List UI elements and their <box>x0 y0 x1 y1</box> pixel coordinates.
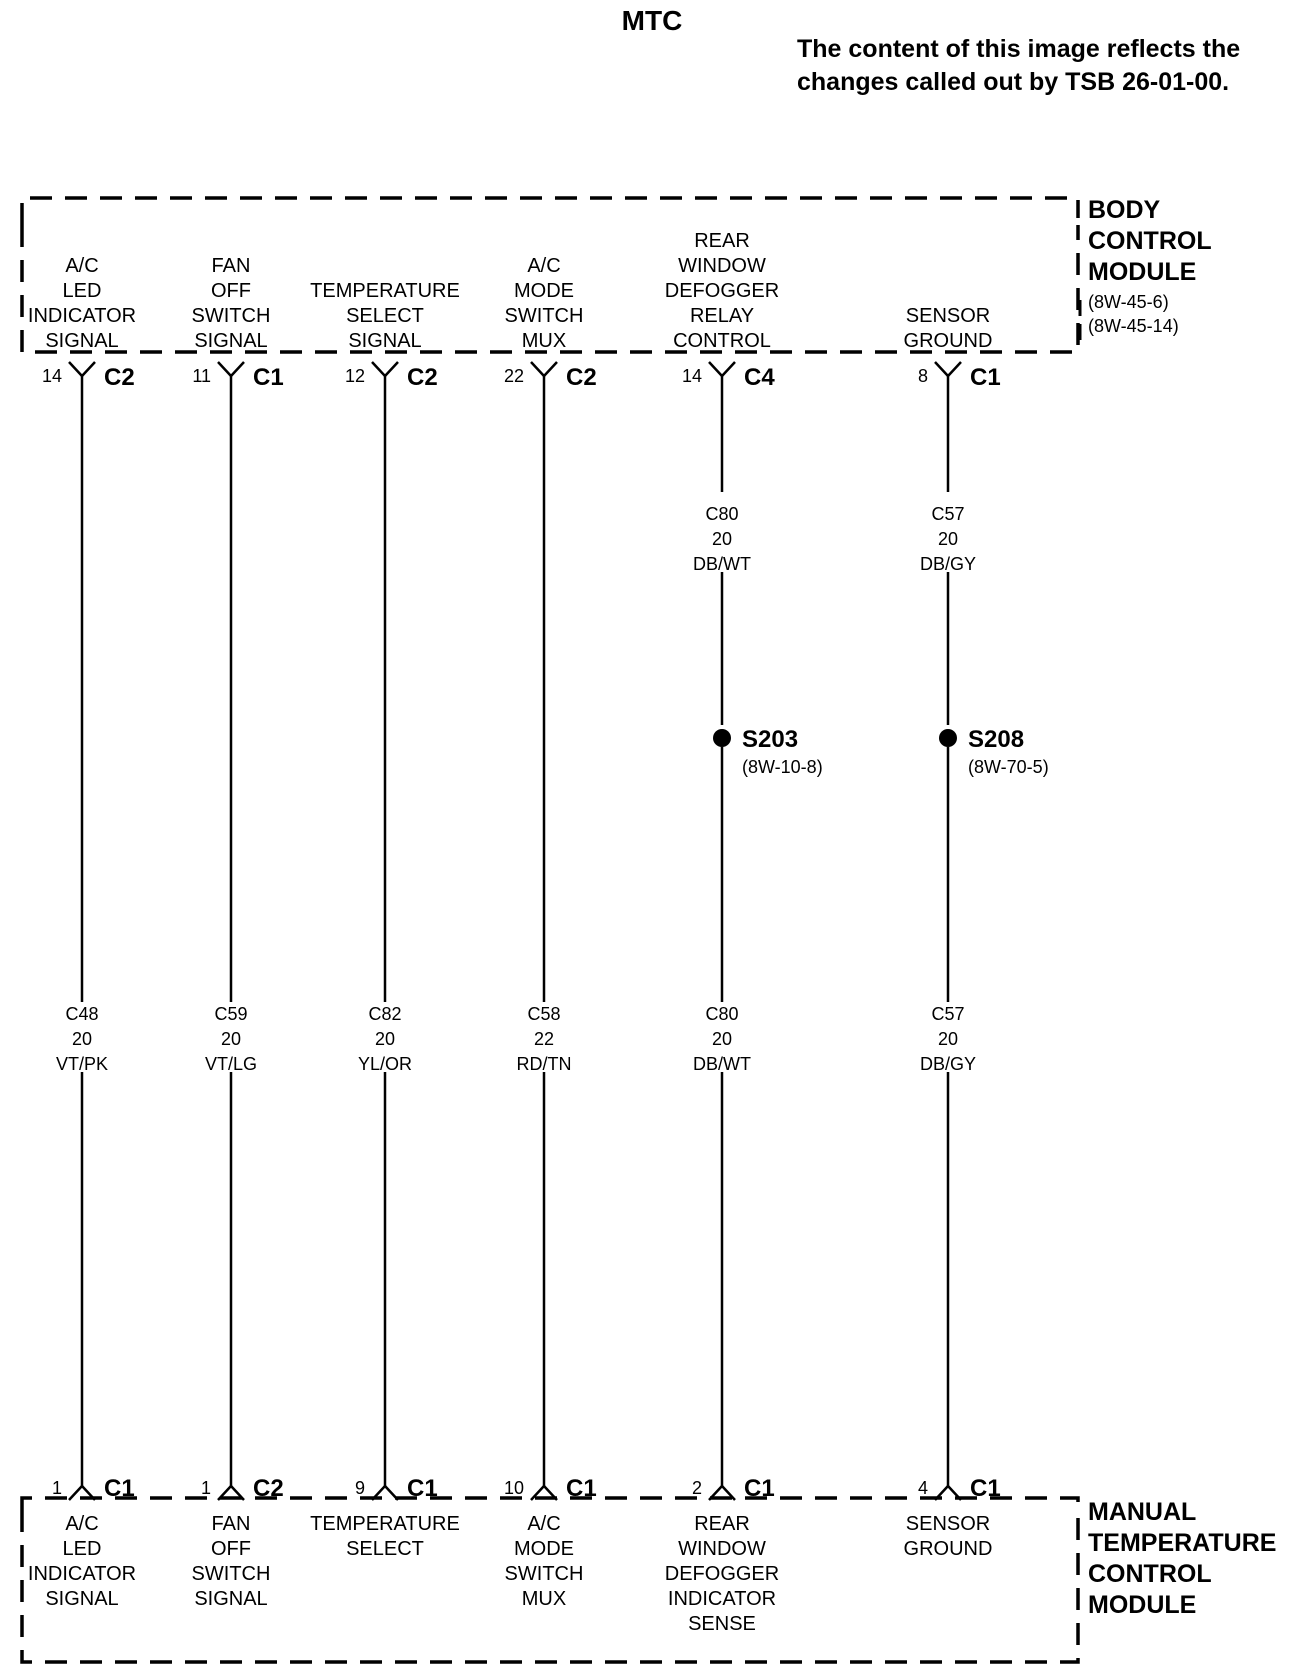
module-name-line: BODY <box>1088 196 1161 224</box>
module-ref: (8W-45-6) <box>1088 292 1169 312</box>
splice-dot <box>713 729 731 747</box>
top-pin-label: FAN <box>211 255 251 277</box>
bottom-pin-label: INDICATOR <box>27 1563 137 1585</box>
wire-label: 20 <box>220 1029 242 1049</box>
connector-symbol <box>935 362 961 376</box>
circuits <box>28 230 1049 1635</box>
splice-ref: (8W-70-5) <box>968 757 1049 777</box>
wire-label: DB/GY <box>919 554 977 574</box>
body-control-module-label <box>1080 196 1212 340</box>
top-pin-number: 22 <box>503 366 524 386</box>
top-pin-label: TEMPERATURE <box>310 280 460 302</box>
splice-id: S203 <box>742 726 799 753</box>
tsb-note-line: changes called out by TSB 26-01-00. <box>797 68 1230 96</box>
top-connector-id: C2 <box>104 364 135 391</box>
top-pin-label: RELAY <box>689 305 755 327</box>
wire-label: C82 <box>368 1004 402 1024</box>
wire-label: C48 <box>65 1004 99 1024</box>
top-pin-label: GROUND <box>903 330 993 352</box>
top-connector-id: C1 <box>253 364 284 391</box>
bottom-pin-label: MUX <box>521 1588 567 1610</box>
bottom-pin-label: TEMPERATURE <box>310 1513 460 1535</box>
bottom-pin-label: WINDOW <box>678 1538 766 1560</box>
top-pin-number: 8 <box>917 366 928 386</box>
wire-label: DB/GY <box>919 1054 977 1074</box>
bottom-connector-id: C1 <box>566 1475 597 1502</box>
module-name-line: MODULE <box>1088 258 1197 286</box>
tsb-note <box>797 35 1240 96</box>
top-connector-id: C1 <box>970 364 1001 391</box>
wire-label: YL/OR <box>357 1054 413 1074</box>
wire-label: 22 <box>533 1029 555 1049</box>
bottom-pin-number: 1 <box>200 1478 211 1498</box>
bottom-connector-id: C2 <box>253 1475 284 1502</box>
bottom-pin-label: SIGNAL <box>45 1588 119 1610</box>
connector-symbol <box>69 362 95 376</box>
top-pin-label: SIGNAL <box>194 330 268 352</box>
top-pin-label: MUX <box>521 330 567 352</box>
wire-label: VT/PK <box>55 1054 109 1074</box>
top-connector-id: C2 <box>566 364 597 391</box>
circuit <box>504 255 597 1610</box>
wire-label: C57 <box>931 1004 965 1024</box>
diagram-title: MTC <box>621 5 683 36</box>
bottom-pin-number: 1 <box>51 1478 62 1498</box>
wire-label: DB/WT <box>693 1054 751 1074</box>
wire-label: RD/TN <box>516 1054 572 1074</box>
wire-label: C59 <box>214 1004 248 1024</box>
wire-label: 20 <box>71 1029 93 1049</box>
splice-id: S208 <box>968 726 1025 753</box>
bottom-pin-label: SELECT <box>346 1538 424 1560</box>
module-name-line: MANUAL <box>1088 1498 1197 1526</box>
bottom-connector-id: C1 <box>970 1475 1001 1502</box>
bottom-pin-label: A/C <box>65 1513 99 1535</box>
splice-ref: (8W-10-8) <box>742 757 823 777</box>
top-pin-label: SWITCH <box>191 305 271 327</box>
top-pin-label: REAR <box>694 230 750 252</box>
top-connector-id: C4 <box>744 364 775 391</box>
bottom-connector-id: C1 <box>407 1475 438 1502</box>
module-name-line: TEMPERATURE <box>1088 1529 1277 1557</box>
circuit <box>28 255 136 1610</box>
top-pin-label: SIGNAL <box>45 330 119 352</box>
circuit <box>192 255 284 1610</box>
bottom-pin-number: 4 <box>917 1478 928 1498</box>
wire-label: 20 <box>711 1029 733 1049</box>
bottom-pin-label: SIGNAL <box>194 1588 268 1610</box>
bottom-pin-label: LED <box>62 1538 102 1560</box>
wire-label: C57 <box>931 504 965 524</box>
connector-symbol <box>531 362 557 376</box>
top-pin-label: MODE <box>514 280 574 302</box>
module-name-line: CONTROL <box>1088 1560 1212 1588</box>
top-pin-label: SELECT <box>346 305 424 327</box>
circuit <box>665 230 823 1635</box>
top-pin-label: WINDOW <box>678 255 766 277</box>
wire-label: C58 <box>527 1004 561 1024</box>
top-pin-label: SIGNAL <box>348 330 422 352</box>
connector-symbol <box>709 362 735 376</box>
module-ref: (8W-45-14) <box>1088 316 1179 336</box>
top-pin-label: A/C <box>65 255 99 277</box>
top-pin-label: A/C <box>527 255 561 277</box>
bottom-connector-id: C1 <box>104 1475 135 1502</box>
bottom-pin-label: FAN <box>211 1513 251 1535</box>
bottom-pin-label: SENSOR <box>905 1513 991 1535</box>
bottom-pin-label: SWITCH <box>191 1563 271 1585</box>
top-pin-label: SWITCH <box>504 305 584 327</box>
wire-label: C80 <box>705 1004 739 1024</box>
bottom-connector-id: C1 <box>744 1475 775 1502</box>
top-pin-label: OFF <box>211 280 251 302</box>
top-pin-number: 14 <box>41 366 62 386</box>
wire-label: 20 <box>711 529 733 549</box>
bottom-pin-label: REAR <box>694 1513 750 1535</box>
module-name-line: MODULE <box>1088 1591 1197 1619</box>
bottom-pin-number: 10 <box>503 1478 524 1498</box>
tsb-note-line: The content of this image reflects the <box>797 35 1241 63</box>
top-pin-number: 12 <box>344 366 365 386</box>
top-pin-label: SENSOR <box>905 305 991 327</box>
wire-label: 20 <box>937 1029 959 1049</box>
bottom-pin-number: 2 <box>691 1478 702 1498</box>
splice-dot <box>939 729 957 747</box>
top-pin-label: CONTROL <box>673 330 771 352</box>
wire-label: 20 <box>374 1029 396 1049</box>
bottom-pin-label: OFF <box>211 1538 251 1560</box>
top-pin-label: LED <box>62 280 102 302</box>
connector-symbol <box>218 362 244 376</box>
circuit <box>310 280 460 1560</box>
wire-label: DB/WT <box>693 554 751 574</box>
module-name-line: CONTROL <box>1088 227 1212 255</box>
top-connector-id: C2 <box>407 364 438 391</box>
top-pin-number: 11 <box>192 366 211 386</box>
top-pin-number: 14 <box>681 366 702 386</box>
bottom-pin-label: SWITCH <box>504 1563 584 1585</box>
bottom-pin-label: GROUND <box>903 1538 993 1560</box>
circuit <box>904 305 1049 1560</box>
wire-label: C80 <box>705 504 739 524</box>
bottom-pin-label: SENSE <box>688 1613 756 1635</box>
connector-symbol <box>372 362 398 376</box>
bottom-pin-label: MODE <box>514 1538 574 1560</box>
top-pin-label: INDICATOR <box>27 305 137 327</box>
bottom-pin-label: INDICATOR <box>667 1588 777 1610</box>
manual-temperature-control-module-label <box>1088 1498 1276 1619</box>
top-pin-label: DEFOGGER <box>664 280 780 302</box>
bottom-pin-label: DEFOGGER <box>664 1563 780 1585</box>
wire-label: 20 <box>937 529 959 549</box>
bottom-pin-number: 9 <box>354 1478 365 1498</box>
wire-label: VT/LG <box>204 1054 258 1074</box>
bottom-pin-label: A/C <box>527 1513 561 1535</box>
